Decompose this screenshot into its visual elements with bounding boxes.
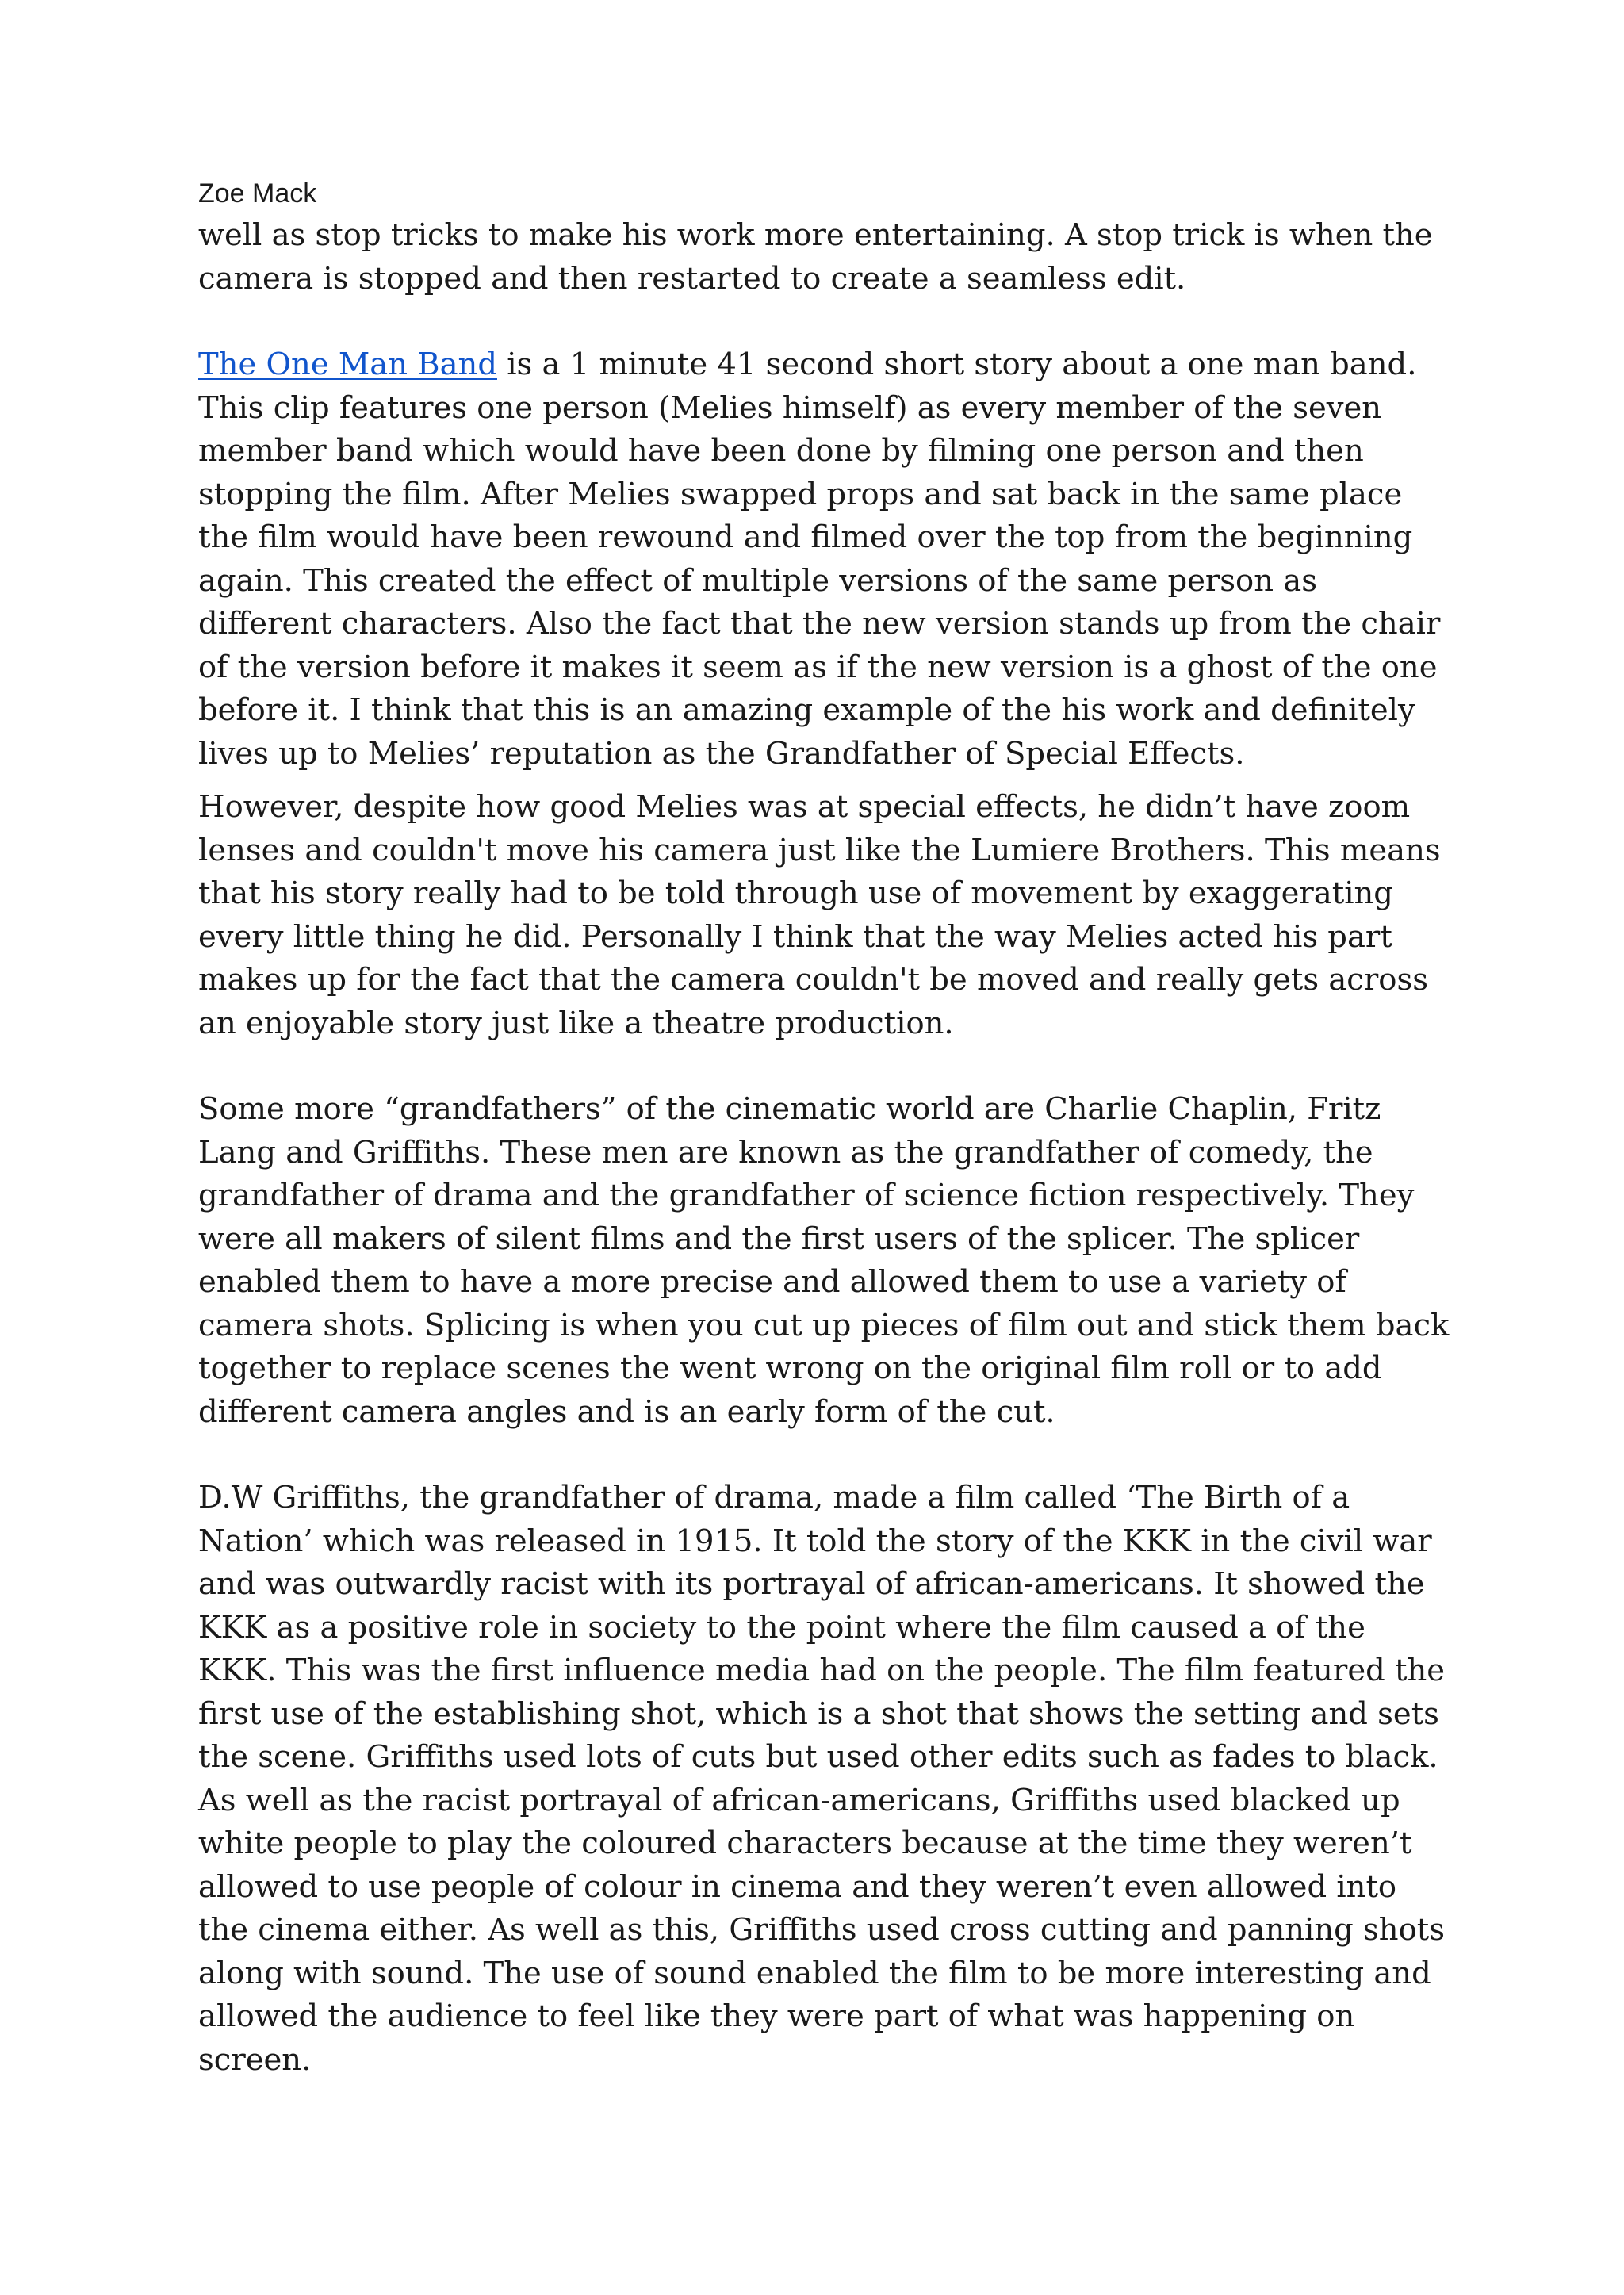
one-man-band-link[interactable]: The One Man Band — [198, 347, 497, 382]
document-body — [198, 214, 1451, 2082]
paragraph-one-man-band-text: is a 1 minute 41 second short story about a one man band. This clip features one person (Melies himself) as every member of the seven member band which would have been done by filming one person and then stopping the film. After Melies swapped props and sat back in the same place the film would have been rewound and filmed over the top from the beginning again. This created the effect of multiple versions of the same person as different characters. Also the fact that the new version stands up from the chair of the version before it makes it seem as if the new version is a ghost of the one before it. I think that this is an amazing example of the his work and definitely lives up to Melies’ reputation as the Grandfather of Special Effects. — [198, 347, 1441, 772]
paragraph-one-man-band — [198, 343, 1451, 776]
paragraph-stop-tricks: well as stop tricks to make his work more entertaining. A stop trick is when the camera is stopped and then restarted to create a seamless edit. — [198, 217, 1433, 297]
paragraph-camera-limitations: However, despite how good Melies was at special effects, he didn’t have zoom lenses and couldn't move his camera just like the Lumiere Brothers. This means that his story really had to be told through use of movement by exaggerating every little thing he did. Personally I think that the way Melies acted his part makes up for the fact that the camera couldn't be moved and really gets across an enjoyable story just like a theatre production. — [198, 789, 1441, 1041]
author-name: Zoe Mack — [198, 178, 317, 209]
paragraph-birth-of-a-nation: D.W Griffiths, the grandfather of drama, made a film called ‘The Birth of a Nation’ which was released in 1915. It told the story of the KKK in the civil war and was outwardly racist with its portrayal of african-americans. It showed the KKK as a positive role in society to the point where the film caused a of the KKK. This was the first influence media had on the people. The film featured the first use of the establishing shot, which is a shot that shows the setting and sets the scene. Griffiths used lots of cuts but used other edits such as fades to black. As well as the racist portrayal of african-americans, Griffiths used blacked up white people to play the coloured characters because at the time they weren’t allowed to use people of colour in cinema and they weren’t even allowed into the cinema either. As well as this, Griffiths used cross cutting and panning shots along with sound. The use of sound enabled the film to be more interesting and allowed the audience to feel like they were part of what was happening on screen. — [198, 1480, 1446, 2078]
paragraph-grandfathers: Some more “grandfathers” of the cinematic world are Charlie Chaplin, Fritz Lang and Griffiths. These men are known as the grandfather of comedy, the grandfather of drama and the grandfather of science fiction respectively. They were all makers of silent films and the first users of the splicer. The splicer enabled them to have a more precise and allowed them to use a variety of camera shots. Splicing is when you cut up pieces of film out and stick them back together to replace scenes the went wrong on the original film roll or to add different camera angles and is an early form of the cut. — [198, 1091, 1450, 1430]
